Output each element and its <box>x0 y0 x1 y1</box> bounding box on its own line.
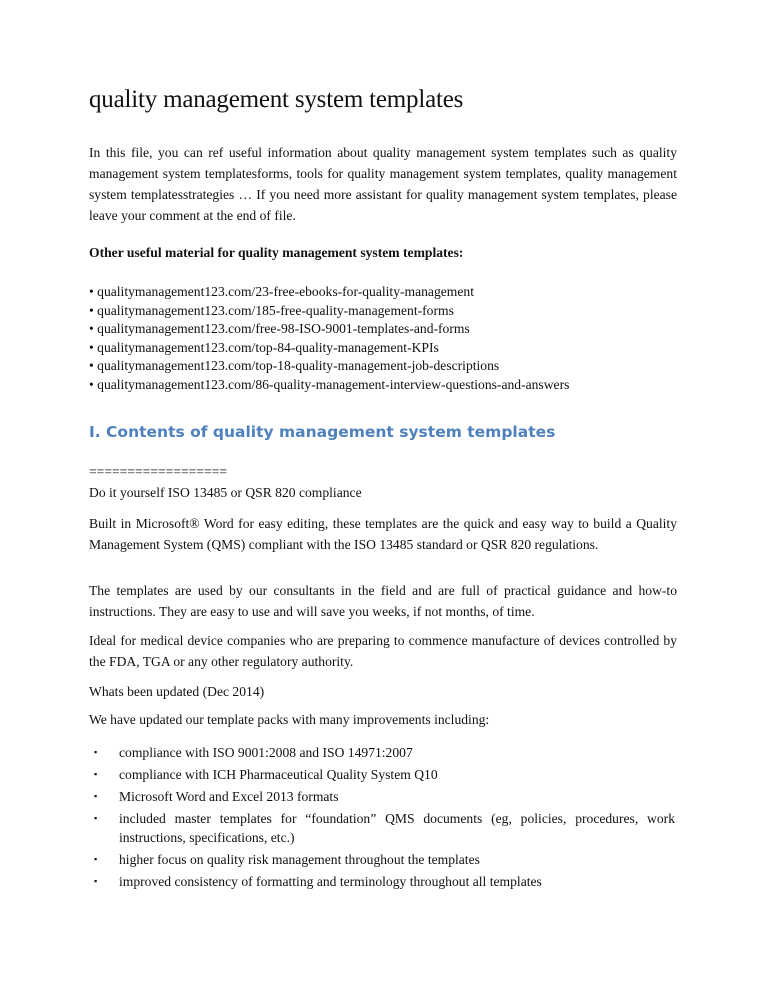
list-item <box>89 787 675 806</box>
link-item[interactable]: • qualitymanagement123.com/top-18-quality-management-job-descriptions <box>89 358 500 374</box>
link-item[interactable]: • qualitymanagement123.com/free-98-ISO-9001-templates-and-forms <box>89 321 470 337</box>
bullet-square-icon: ▪ <box>94 747 98 757</box>
list-item <box>89 850 675 869</box>
paragraph-templates-used: The templates are used by our consultants in the field and are full of practical guidance and how-to instructions. They are easy to use and will save you weeks, if not months, of time. <box>89 583 677 619</box>
paragraph-built-in-word: Built in Microsoft® Word for easy editing, these templates are the quick and easy way to build a Quality Management System (QMS) compliant with the ISO 13485 standard or QSR 820 regulations. <box>89 516 677 552</box>
link-item[interactable]: • qualitymanagement123.com/185-free-quality-management-forms <box>89 302 454 318</box>
list-item <box>89 743 675 762</box>
link-item[interactable]: • qualitymanagement123.com/86-quality-management-interview-questions-and-answers <box>89 376 570 392</box>
bullet-square-icon: ▪ <box>94 813 98 823</box>
paragraph-ideal-for: Ideal for medical device companies who are preparing to commence manufacture of devices controlled by the FDA, TGA or any other regulatory authority. <box>89 633 677 669</box>
separator-line: ================== <box>89 464 227 479</box>
bullet-square-icon: ▪ <box>94 854 98 864</box>
link-item[interactable]: • qualitymanagement123.com/23-free-ebooks-for-quality-management <box>89 284 474 299</box>
intro-paragraph: In this file, you can ref useful information about quality management system templates such as quality management system templatesforms, tools for quality management system templates, quality management system templatesstrategies … If you need more assistant for quality management system templates, please leave your comment at the end of file. <box>89 145 677 223</box>
updated-intro: We have updated our template packs with many improvements including: <box>89 712 490 727</box>
list-item <box>89 872 675 891</box>
list-item-text: included master templates for “foundation” QMS documents (eg, policies, procedures, work instructions, specifications, etc.) <box>119 811 675 845</box>
bullet-square-icon: ▪ <box>94 876 98 886</box>
list-item-text: compliance with ICH Pharmaceutical Quality System Q10 <box>119 767 438 782</box>
diy-line: Do it yourself ISO 13485 or QSR 820 compliance <box>89 485 362 500</box>
page-title: quality management system templates <box>89 86 464 113</box>
list-item-text: compliance with ISO 9001:2008 and ISO 14971:2007 <box>119 745 413 760</box>
list-item <box>89 809 675 847</box>
updated-heading: Whats been updated (Dec 2014) <box>89 684 265 699</box>
list-item <box>89 765 675 784</box>
improvements-list <box>89 743 675 894</box>
useful-material-heading: Other useful material for quality management system templates: <box>89 245 464 260</box>
list-item-text: higher focus on quality risk management throughout the templates <box>119 852 480 867</box>
list-item-text: improved consistency of formatting and terminology throughout all templates <box>119 874 542 889</box>
useful-links-list <box>89 283 569 395</box>
bullet-square-icon: ▪ <box>94 769 98 779</box>
list-item-text: Microsoft Word and Excel 2013 formats <box>119 789 339 804</box>
bullet-square-icon: ▪ <box>94 791 98 801</box>
link-item[interactable]: • qualitymanagement123.com/top-84-quality-management-KPIs <box>89 339 439 355</box>
contents-section-heading: I. Contents of quality management system templates <box>89 423 556 441</box>
